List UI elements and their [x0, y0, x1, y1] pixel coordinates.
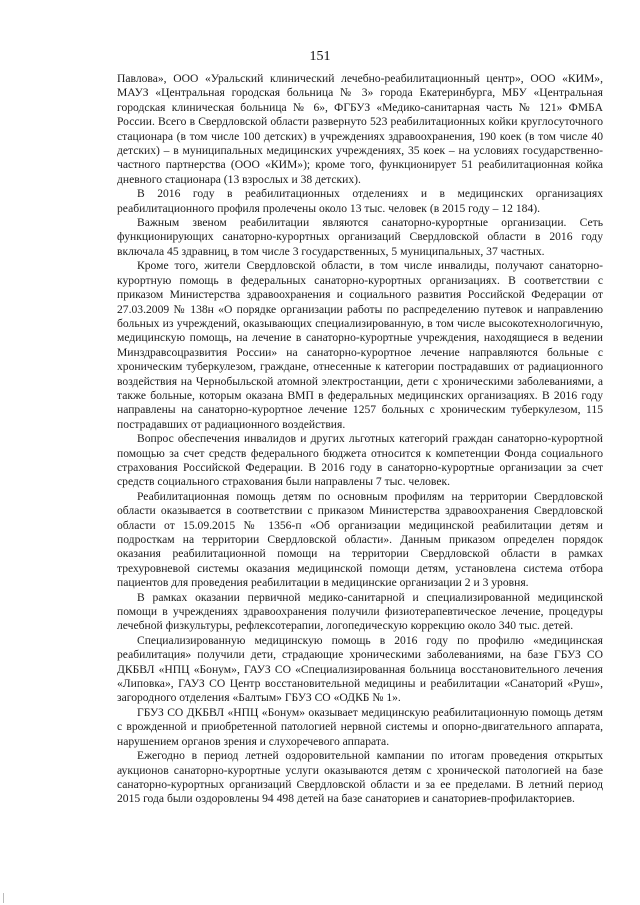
paragraph-specialized-care: Специализированную медицинскую помощь в 2016 году по профилю «медицинская реабилитация» получили дети, страдающие хроническими заболеваниями, на базе ГБУЗ СО ДКБВЛ «НПЦ «Бонум», ГАУЗ СО «Специализированная больница восстановительного лечения «Липовка», ГАУЗ СО Центр восстановительной медицины и реабилитации «Санаторий «Руш», загородного отделения «Балтым» ГБУЗ СО «ОДКБ № 1». [117, 633, 603, 705]
page-number: 151 [309, 49, 331, 64]
paragraph-continuation: Павлова», ООО «Уральский клинический лечебно-реабилитационный центр», ООО «КИМ», МАУЗ «Центральная городская больница № 3» города Екатеринбурга, МБУ «Центральная городская клиническая больница № 6», ФГБУЗ «Медико-санитарная часть № 121» ФМБА России. Всего в Свердловской области развернуто 523 реабилитационных койки круглосуточного стационара (в том числе 100 детских) в учреждениях здравоохранения, 190 коек (в том числе 40 детских) – в муниципальных медицинских учреждениях, 35 коек – на условиях государственно-частного партнерства (ООО «КИМ»); кроме того, функционирует 51 реабилитационная койка дневного стационара (13 взрослых и 38 детских). [117, 72, 603, 186]
paragraph-summer-campaign: Ежегодно в период летней оздоровительной кампании по итогам проведения открытых аукционов санаторно-курортные услуги оказываются детям с хронической патологией на базе санаторно-курортных организаций Свердловской области и за ее пределами. В летний период 2015 года были оздоровлены 94 498 детей на базе санаториев и санаториев-профилакториев. [117, 749, 603, 806]
paragraph-sanatorium-network: Важным звеном реабилитации являются санаторно-курортные организации. Сеть функционирующих санаторно-курортных организаций Свердловской области в 2016 году включала 45 здравниц, в том числе 3 государственных, 5 муниципальных, 37 частных. [117, 216, 603, 258]
paragraph-child-rehab-order: Реабилитационная помощь детям по основным профилям на территории Свердловской области оказывается в соответствии с приказом Министерства здравоохранения Свердловской области от 15.09.2015 № 1356-п «Об организации медицинской реабилитации детям и подросткам на территории Свердловской области». Данным приказом определен порядок оказания реабилитационной помощи на территории Свердловской области в рамках трехуровневой системы оказания медицинской помощи детям, установлена система отбора пациентов для проведения реабилитации в медицинские организации 2 и 3 уровня. [117, 489, 603, 590]
scan-edge-mark [3, 893, 8, 903]
paragraph-social-insurance: Вопрос обеспечения инвалидов и других льготных категорий граждан санаторно-курортной помощью за счет средств федерального бюджета относится к компетенции Фонда социального страхования Российской Федерации. В 2016 году в санаторно-курортные организации за счет средств социального страхования были направлены 7 тыс. человек. [117, 432, 603, 489]
body-text [117, 72, 603, 807]
paragraph-rehab-treated: В 2016 году в реабилитационных отделениях и в медицинских организациях реабилитационного профиля пролечены около 13 тыс. человек (в 2015 году – 12 184). [117, 187, 603, 215]
paragraph-bonum-center: ГБУЗ СО ДКБВЛ «НПЦ «Бонум» оказывает медицинскую реабилитационную помощь детям с врожденной и приобретенной патологией нервной системы и опорно-двигательного аппарата, нарушением органов зрения и слухоречевого аппарата. [117, 705, 603, 748]
paragraph-federal-sanatoriums: Кроме того, жители Свердловской области, в том числе инвалиды, получают санаторно-курортную помощь в федеральных санаторно-курортных организациях. В соответствии с приказом Министерства здравоохранения и социального развития Российской Федерации от 27.03.2009 № 138н «О порядке организации работы по распределению путевок и направлению больных из учреждений, оказывающих специализированную, в том числе высокотехнологичную, медицинскую помощь, на лечение в санаторно-курортные учреждения, находящиеся в ведении Минздравсоцразвития России» на санаторно-курортное лечение направляются больные с хроническим туберкулезом, граждане, отнесенные к категории пострадавших от радиационного воздействия на Чернобыльской атомной электростанции, дети с хроническими заболеваниями, а также больные, которым оказана ВМП в федеральных медицинских организациях. В 2016 году направлены на санаторно-курортное лечение 1257 больных с хроническим туберкулезом, 115 пострадавших от радиационного воздействия. [117, 259, 603, 431]
paragraph-primary-care: В рамках оказании первичной медико-санитарной и специализированной медицинской помощи в учреждениях здравоохранения получили физиотерапевтическое лечение, процедуры лечебной физкультуры, рефлексотерапии, логопедическую коррекцию около 340 тыс. детей. [117, 590, 603, 633]
